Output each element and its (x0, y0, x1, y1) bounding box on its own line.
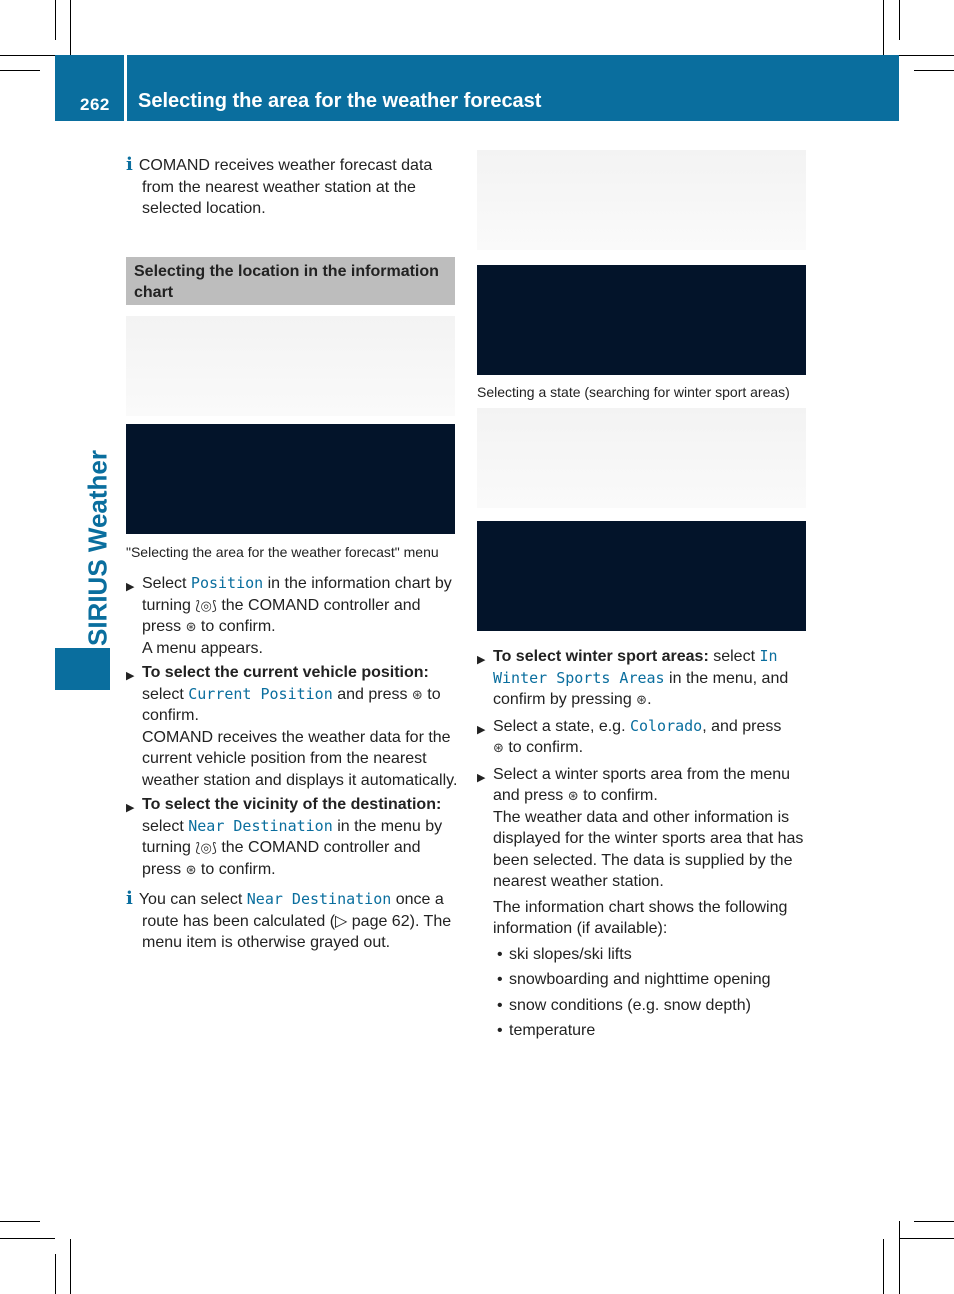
step-arrow-icon: ▶ (477, 771, 486, 784)
menu-item-near-destination: Near Destination (188, 816, 333, 835)
screenshot-ghost (477, 408, 806, 508)
step-arrow-icon: ▶ (477, 723, 486, 736)
page-title: Selecting the area for the weather forecast (138, 90, 542, 112)
bullet-list (477, 944, 809, 1042)
controller-press-icon: ⊛ (493, 740, 504, 755)
info-icon: i (126, 154, 133, 175)
info-note: i You can select Near Destination once a route has been calculated (▷ page 62). The menu item is otherwise grayed out. (126, 888, 452, 951)
bullet-icon: • (497, 1022, 503, 1039)
step-arrow-icon: ▶ (126, 581, 135, 593)
right-steps (477, 642, 809, 1042)
controller-press-icon: ⊛ (185, 861, 197, 877)
controller-press-icon: ⊛ (411, 686, 423, 702)
side-tab-marker (55, 648, 110, 690)
crop-mark (70, 1239, 71, 1294)
crop-mark (914, 70, 954, 71)
comand-screen-image (477, 265, 806, 375)
page-reference: ▷ page 62 (335, 912, 410, 930)
figure-caption: Selecting a state (searching for winter sport areas) (477, 384, 790, 400)
crop-mark (883, 0, 884, 55)
side-section-title: SIRIUS Weather (82, 449, 113, 647)
left-info-note (126, 154, 458, 220)
crop-mark (55, 1254, 56, 1294)
controller-press-icon: ⊛ (567, 788, 579, 803)
comand-screen-image (477, 521, 806, 631)
list-item: • snow conditions (e.g. snow depth) (493, 995, 809, 1017)
crop-mark (55, 0, 56, 40)
controller-turn-icon: ⟅◎⟆ (195, 597, 217, 613)
bullet-icon: • (497, 945, 503, 963)
section-heading (126, 257, 455, 305)
crop-mark (0, 1238, 55, 1239)
info-text: COMAND receives weather forecast data from the nearest weather station at the selected location. (138, 157, 433, 217)
list-item: • ski slopes/ski lifts (493, 944, 809, 966)
step-arrow-icon: ▶ (126, 802, 135, 814)
header-divider (124, 55, 127, 121)
section-heading-text: Selecting the location in the information chart (134, 263, 439, 301)
bullet-icon: • (497, 996, 503, 1014)
step-arrow-icon: ▶ (477, 654, 486, 666)
step-item: ▶ Select a winter sports area from the menu and press ⊛ to confirm. The weather data and other information is displayed for the winter sports area that has been selected. The data is supplied by the nearest weather station. The information chart shows the following information (if available): (477, 764, 809, 940)
figure-caption: "Selecting the area for the weather forecast" menu (126, 544, 439, 560)
menu-item-winter-sports-areas: In Winter Sports Areas (493, 647, 778, 687)
page-number: 262 (80, 95, 110, 114)
crop-mark (883, 1239, 884, 1294)
menu-item-near-destination: Near Destination (246, 890, 392, 908)
controller-press-icon: ⊛ (636, 692, 648, 707)
crop-mark (899, 1238, 954, 1239)
crop-mark (914, 1221, 954, 1222)
step-item: ▶ Select a state, e.g. Colorado, and press ⊛ to confirm. (477, 716, 782, 756)
menu-item-position: Position (190, 574, 264, 592)
paragraph: The information chart shows the following information (if available): (493, 898, 788, 937)
crop-mark (0, 55, 55, 56)
crop-mark (0, 70, 40, 71)
step-item: ▶ Select Position in the information chart by turning ⟅◎⟆ the COMAND controller and press ⊛ to confirm. A menu appears. (126, 574, 452, 657)
screenshot-ghost (126, 316, 455, 416)
comand-screen-image (126, 424, 455, 534)
screenshot-ghost (477, 150, 806, 250)
controller-press-icon: ⊛ (185, 619, 197, 634)
bullet-icon: • (497, 971, 503, 988)
menu-item-current-position: Current Position (188, 684, 333, 703)
step-item: ▶ To select the current vehicle position: select Current Position and press ⊛ to confirm. COMAND receives the weather data for the current vehicle position from the nearest weather station and displays it automatically. (126, 664, 458, 789)
menu-item-colorado: Colorado (629, 716, 703, 735)
step-item: ▶ To select the vicinity of the destination: select Near Destination in the menu by turning ⟅◎⟆ the COMAND controller and press ⊛ to confirm. (126, 796, 443, 878)
controller-turn-icon: ⟅◎⟆ (195, 840, 217, 855)
left-steps (126, 569, 458, 954)
info-icon: i (126, 888, 133, 909)
step-arrow-icon: ▶ (126, 670, 135, 682)
crop-mark (899, 1221, 900, 1294)
crop-mark (0, 1221, 40, 1222)
list-item: • temperature (493, 1020, 809, 1042)
crop-mark (899, 55, 954, 56)
crop-mark (70, 0, 71, 55)
crop-mark (899, 0, 900, 40)
list-item: • snowboarding and nighttime opening (493, 969, 809, 991)
step-item: ▶ To select winter sport areas: select In Winter Sports Areas in the menu, and confirm by pressing ⊛. (477, 647, 789, 708)
